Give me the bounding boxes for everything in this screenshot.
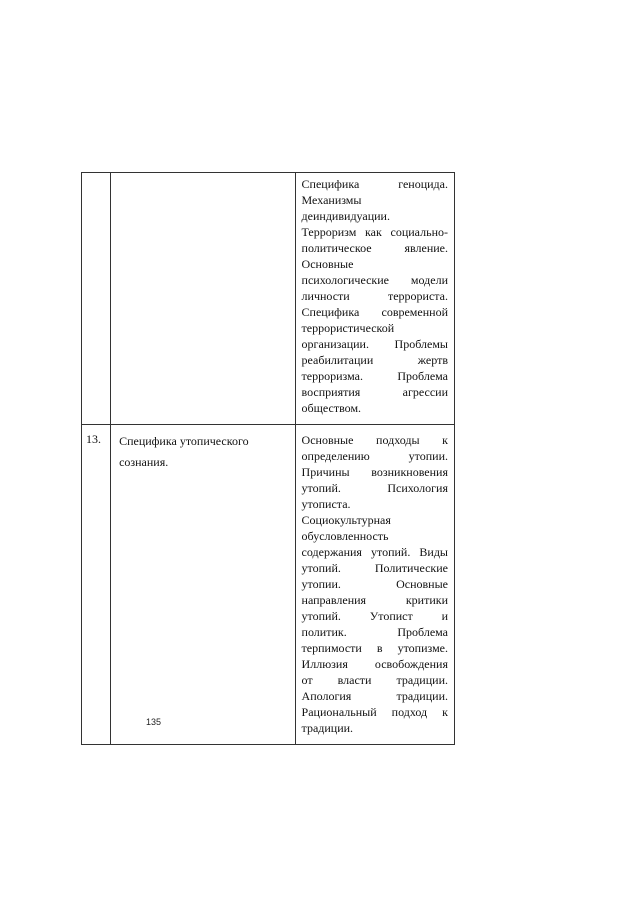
content-line: терроризма. Проблема: [301, 369, 448, 383]
row-number: [82, 173, 110, 179]
content-line: Социокультурная: [301, 513, 391, 527]
content-line: направления критики: [301, 593, 448, 607]
content-line: восприятия агрессии: [301, 385, 448, 399]
content-line: политическое явление.: [301, 241, 448, 255]
content-line: политик. Проблема: [301, 625, 448, 639]
content-line: психологические модели: [301, 273, 448, 287]
content-line: Апология традиции.: [301, 689, 448, 703]
content-line: утописта.: [301, 497, 351, 511]
content-line: обществом.: [301, 401, 362, 415]
row-number-cell: [82, 425, 111, 745]
content-line: от власти традиции.: [301, 673, 448, 687]
content-line: терпимости в утопизме.: [301, 641, 448, 655]
topic-text: Специфика утопического сознания.: [119, 434, 249, 469]
content-line: определению утопии.: [301, 449, 448, 463]
row-number-cell: [82, 173, 111, 425]
topic-cell: [111, 173, 295, 425]
content-line: личности террориста.: [301, 289, 448, 303]
content-line: Причины возникновения: [301, 465, 448, 479]
content-line: террористической: [301, 321, 395, 335]
content-line: деиндивидуации.: [301, 209, 390, 223]
content-line: реабилитации жертв: [301, 353, 448, 367]
content-line: обусловленность: [301, 529, 389, 543]
content-line: Основные подходы к: [301, 433, 448, 447]
content-line: утопии. Основные: [301, 577, 448, 591]
content-line: утопий. Политические: [301, 561, 448, 575]
content-line: традиции.: [301, 721, 354, 735]
content-line: Рациональный подход к: [301, 705, 448, 719]
content-line: Специфика геноцида.: [301, 177, 448, 191]
topic-cell: [111, 425, 295, 745]
content-text: [296, 173, 454, 424]
content-cell: [295, 425, 454, 745]
content-cell: [295, 173, 454, 425]
topic-text: [111, 173, 294, 179]
content-line: Специфика современной: [301, 305, 448, 319]
content-line: Иллюзия освобождения: [301, 657, 448, 671]
content-line: Основные: [301, 257, 354, 271]
content-line: организации. Проблемы: [301, 337, 448, 351]
content-text: [296, 425, 454, 744]
table-row: [82, 173, 455, 425]
content-line: Механизмы: [301, 193, 362, 207]
row-number: 13.: [86, 432, 101, 446]
content-line: содержания утопий. Виды: [301, 545, 448, 559]
page-number: 135: [146, 717, 162, 727]
table-row: [82, 425, 455, 745]
content-line: утопий. Психология: [301, 481, 448, 495]
content-line: утопий. Утопист и: [301, 609, 448, 623]
content-table: [81, 172, 455, 745]
content-line: Терроризм как социально-: [301, 225, 448, 239]
